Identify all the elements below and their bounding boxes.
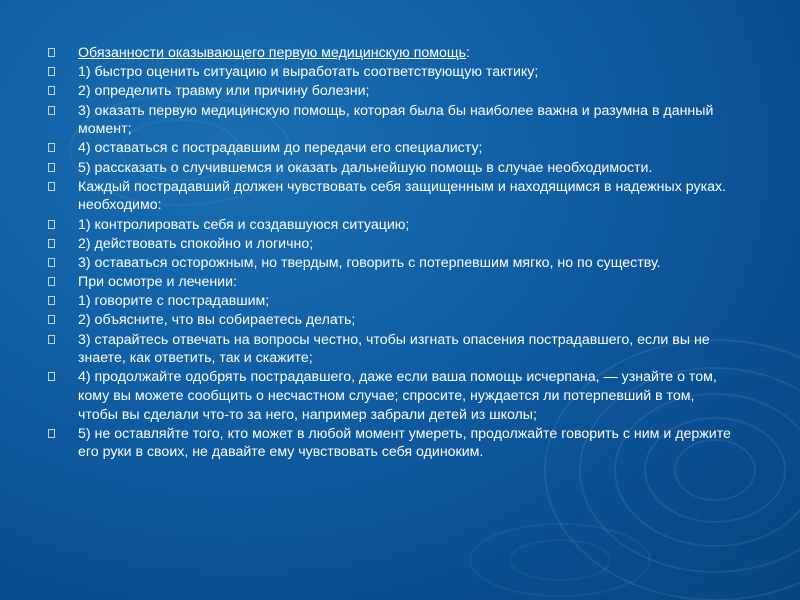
list-item <box>48 425 738 462</box>
bullet-square-icon <box>48 315 55 324</box>
list-item <box>48 311 738 330</box>
bullet-square-icon <box>48 296 55 305</box>
bullet-square-icon <box>48 86 55 95</box>
list-item-text: 5) не оставляйте того, кто может в любой момент умереть, продолжайте говорить с ним и держите его руки в своих, не давайте ему чувствовать себя одиноким. <box>78 425 731 461</box>
bullet-square-icon <box>48 335 55 344</box>
list-item <box>48 254 738 273</box>
list-item <box>48 159 738 178</box>
list-item <box>48 82 738 101</box>
slide-content <box>48 44 738 463</box>
bullet-square-icon <box>48 143 55 152</box>
list-item-text: 1) быстро оценить ситуацию и выработать соответствующую тактику; <box>78 64 539 81</box>
bullet-square-icon <box>48 277 55 286</box>
list-item-text: 4) продолжайте одобрять пострадавшего, даже если ваша помощь исчерпана, — узнайте о том, кому вы можете сообщить о несчастном случае; спросите, нуждается ли потерпевший в том, чтобы вы сделали что-то за него, например забрали детей из школы; <box>78 369 717 423</box>
list-item <box>48 216 738 235</box>
list-item-text: 3) старайтесь отвечать на вопросы честно, чтобы изгнать опасения пострадавшего, если вы не знаете, как ответить, так и скажите; <box>78 331 710 367</box>
list-item-text: 2) объясните, что вы собираетесь делать; <box>78 312 356 329</box>
list-item-text: 4) оставаться с пострадавшим до передачи его специалисту; <box>78 140 483 157</box>
list-item-text: Каждый пострадавший должен чувствовать себя защищенным и находящимся в надежных руках. необходимо: <box>78 178 727 214</box>
bullet-square-icon <box>48 182 55 191</box>
slide-heading: Обязанности оказывающего первую медицинскую помощь <box>78 45 467 61</box>
bullet-square-icon <box>48 239 55 248</box>
list-item-heading <box>48 44 738 63</box>
list-item-text: 5) рассказать о случившемся и оказать дальнейшую помощь в случае необходимости. <box>78 159 653 176</box>
bullet-square-icon <box>48 220 55 229</box>
list-item <box>48 178 738 215</box>
bullet-square-icon <box>48 163 55 172</box>
list-item-text: 3) оказать первую медицинскую помощь, которая была бы наиболее важна и разумна в данный момент; <box>78 102 714 138</box>
list-item <box>48 235 738 254</box>
bullet-square-icon <box>48 429 55 438</box>
list-item <box>48 63 738 82</box>
list-item-text: 2) определить травму или причину болезни; <box>78 83 370 100</box>
list-item-text: При осмотре и лечении: <box>78 274 237 291</box>
slide-heading-colon: : <box>466 45 470 61</box>
list-item-text: 1) говорите с пострадавшим; <box>78 293 270 310</box>
list-item <box>48 292 738 311</box>
list-item <box>48 273 738 292</box>
bullet-square-icon <box>48 67 55 76</box>
bullet-list <box>48 44 738 462</box>
bullet-square-icon <box>48 372 55 381</box>
list-item <box>48 102 738 139</box>
list-item <box>48 331 738 368</box>
list-item-text: 3) оставаться осторожным, но твердым, говорить с потерпевшим мягко, но по существу. <box>78 254 661 271</box>
list-item <box>48 139 738 158</box>
bullet-square-icon <box>48 258 55 267</box>
list-item-text: 1) контролировать себя и создавшуюся ситуацию; <box>78 216 410 233</box>
list-item-text: 2) действовать спокойно и логично; <box>78 235 314 252</box>
list-item <box>48 368 738 424</box>
bullet-square-icon <box>48 106 55 115</box>
bullet-square-icon <box>48 48 55 57</box>
